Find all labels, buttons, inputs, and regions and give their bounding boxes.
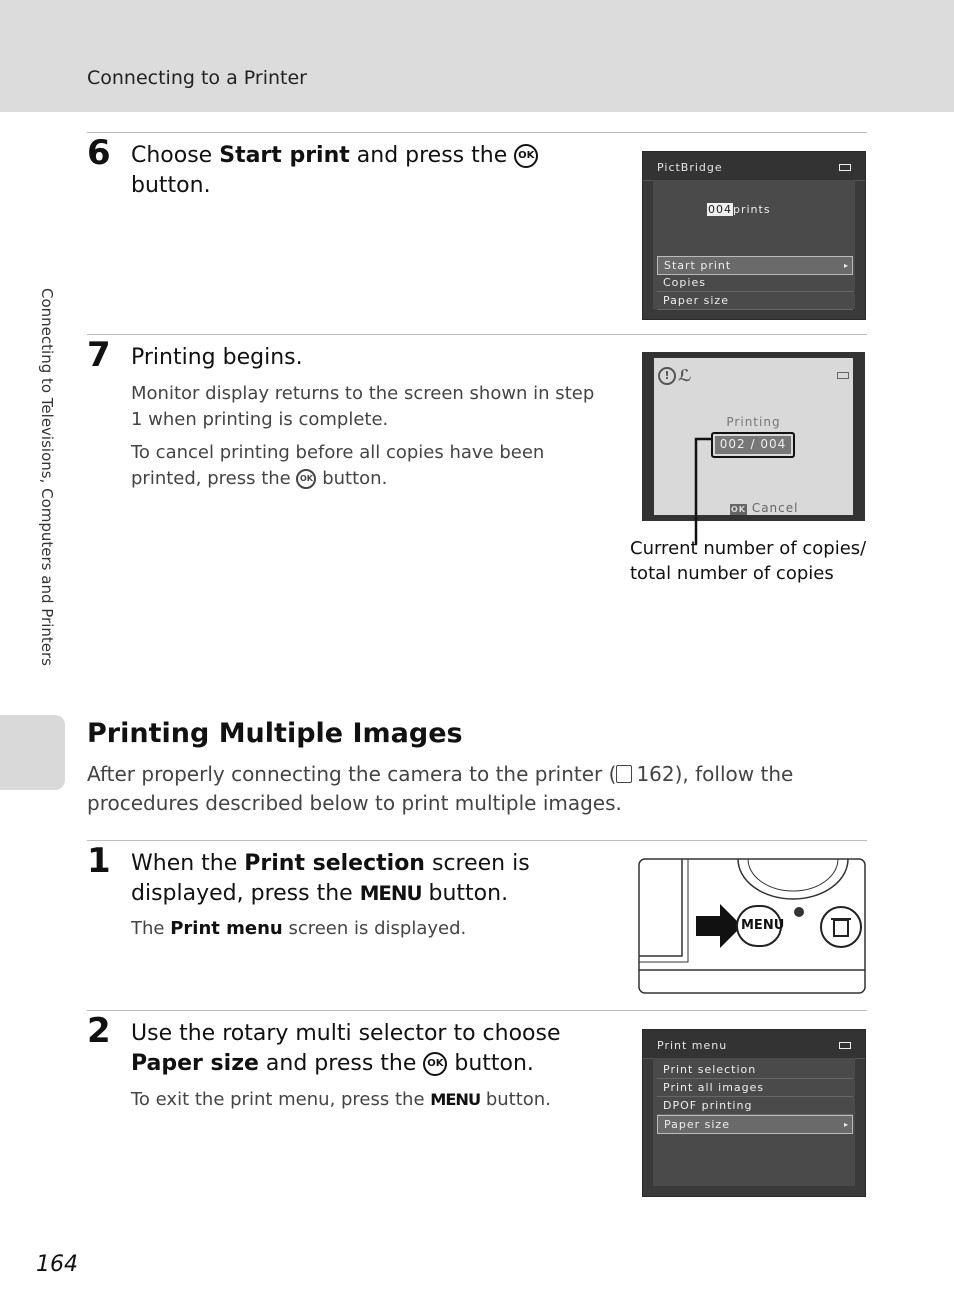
ok-button-icon: OK bbox=[514, 144, 538, 168]
menu-item-dpof-printing: DPOF printing bbox=[657, 1097, 853, 1115]
step-number: 1 bbox=[87, 841, 111, 881]
progress-counter: 002 / 004 bbox=[715, 436, 791, 454]
pictbridge-screen bbox=[642, 151, 866, 320]
menu-button-icon: MENU bbox=[430, 1090, 481, 1109]
book-ref-icon bbox=[616, 765, 632, 783]
header-band bbox=[0, 0, 954, 112]
warning-icon: ! bbox=[658, 367, 676, 385]
page-number: 164 bbox=[36, 1252, 78, 1277]
battery-icon bbox=[837, 372, 849, 379]
pictbridge-icon: ℒ bbox=[678, 366, 692, 385]
callout-line bbox=[690, 436, 720, 546]
section-title: Printing Multiple Images bbox=[87, 718, 463, 749]
ok-key-icon: OK bbox=[731, 505, 746, 514]
battery-icon bbox=[839, 1042, 851, 1049]
step-number: 7 bbox=[87, 335, 111, 375]
step-number: 6 bbox=[87, 133, 111, 173]
divider bbox=[87, 334, 867, 335]
step-title: Printing begins. bbox=[131, 345, 303, 370]
printing-status: Printing bbox=[726, 415, 781, 429]
menu-item-print-selection: Print selection bbox=[657, 1061, 853, 1079]
divider bbox=[87, 1010, 867, 1011]
step-body: To cancel printing before all copies have been printed, press the OK button. bbox=[131, 442, 545, 489]
running-header: Connecting to a Printer bbox=[87, 67, 307, 89]
progress-counter-box bbox=[711, 432, 795, 458]
step-number: 2 bbox=[87, 1011, 111, 1051]
battery-icon bbox=[839, 164, 851, 171]
step-title: Use the rotary multi selector to choose Paper size and press the OK button. bbox=[131, 1021, 561, 1076]
step-title: When the Print selection screen is displayed, press the MENU button. bbox=[131, 851, 530, 906]
menu-item-start-print: Start print ▸ bbox=[657, 256, 853, 275]
cancel-hint: OK Cancel bbox=[731, 501, 799, 515]
chapter-tab bbox=[0, 715, 65, 790]
menu-item-paper-size: Paper size bbox=[657, 292, 853, 310]
divider bbox=[87, 132, 867, 133]
step-body: The Print menu screen is displayed. bbox=[131, 918, 467, 939]
menu-item-paper-size: Paper size ▸ bbox=[657, 1115, 853, 1134]
section-intro: After properly connecting the camera to the printer ( 162), follow the procedures described below to print multiple images. bbox=[87, 762, 794, 815]
screen-title: Print menu bbox=[657, 1039, 728, 1052]
step-body: Monitor display returns to the screen shown in step 1 when printing is complete. bbox=[131, 383, 595, 430]
callout-label: Current number of copies/ total number of copies bbox=[630, 538, 867, 584]
camera-back-illustration bbox=[638, 858, 866, 994]
screen-title: PictBridge bbox=[657, 161, 723, 174]
step-title: Choose Start print and press the OK button. bbox=[131, 141, 611, 201]
ok-button-icon: OK bbox=[423, 1052, 447, 1076]
printing-screen bbox=[642, 352, 865, 521]
print-menu-screen bbox=[642, 1029, 866, 1197]
print-count: 004prints bbox=[708, 203, 771, 216]
divider bbox=[87, 840, 867, 841]
chapter-side-label: Connecting to Televisions, Computers and Printers bbox=[38, 288, 56, 666]
menu-button-label: MENU bbox=[741, 918, 785, 933]
ok-button-icon: OK bbox=[296, 469, 316, 489]
menu-item-copies: Copies bbox=[657, 274, 853, 292]
menu-item-print-all-images: Print all images bbox=[657, 1079, 853, 1097]
step-body: To exit the print menu, press the MENU button. bbox=[131, 1089, 551, 1110]
menu-button-icon: MENU bbox=[359, 882, 422, 905]
